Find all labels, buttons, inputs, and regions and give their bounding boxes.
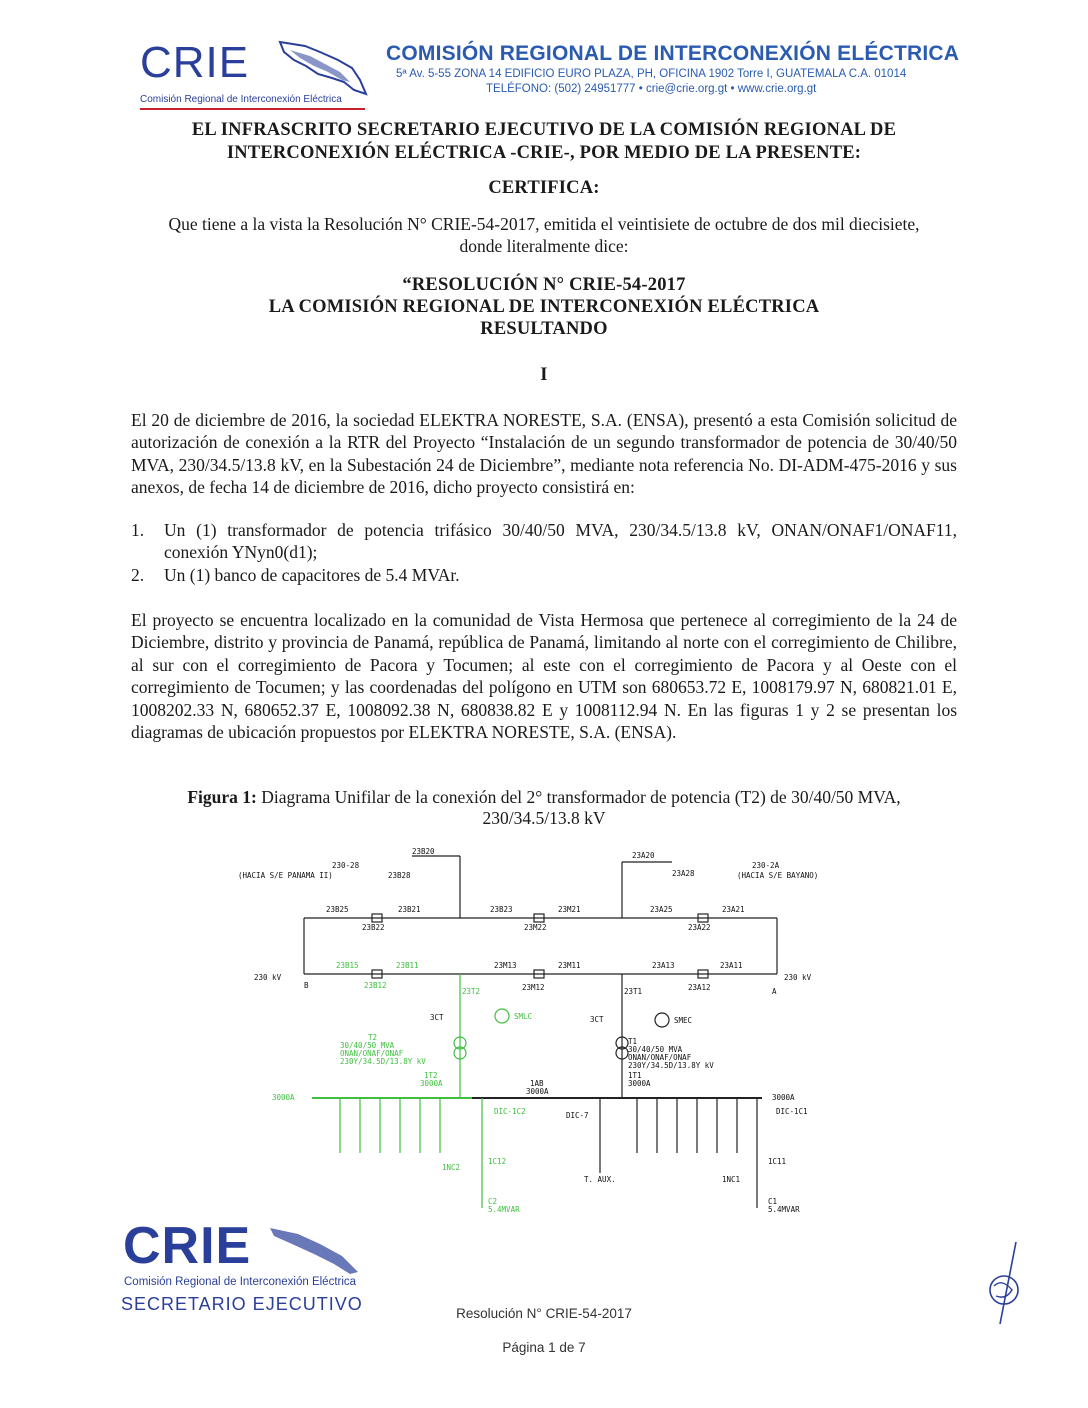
label-23a28: 23A28 (672, 869, 695, 878)
label-1c12: 1C12 (488, 1157, 507, 1166)
label-top-23b23: 23B23 (490, 905, 513, 914)
label-bus-23b11: 23B11 (396, 961, 419, 970)
list-item-text: Un (1) transformador de potencia trifásico 30/40/50 MVA, 230/34.5/13.8 kV, ONAN/ONAF1/ONAF11, conexión YNyn0(d1); (164, 520, 957, 563)
label-bus-23a13: 23A13 (652, 961, 675, 970)
footer-page: Página 1 de 7 (502, 1340, 586, 1355)
label-top-23b22: 23B22 (362, 923, 385, 932)
label-bus-amp-right: 3000A (772, 1093, 795, 1102)
project-list (131, 519, 957, 586)
label-c2-mvar: 5.4MVAR (488, 1205, 520, 1214)
label-smlc: SMLC (514, 1012, 533, 1021)
label-t1-spec2: ONAN/ONAF/ONAF (628, 1053, 692, 1062)
label-line-panama-dest: (HACIA S/E PANAMA II) (238, 871, 333, 880)
intro-line-1: EL INFRASCRITO SECRETARIO EJECUTIVO DE LA COMISIÓN REGIONAL DE (191, 120, 897, 140)
label-bus-23m13: 23M13 (494, 961, 517, 970)
list-item-number: 2. (131, 564, 145, 585)
label-top-23b21: 23B21 (398, 905, 421, 914)
label-tie-1ab: 1AB (530, 1079, 544, 1088)
label-23t1: 23T1 (624, 987, 643, 996)
label-t2-spec1: 30/40/50 MVA (340, 1041, 395, 1050)
label-smec: SMEC (674, 1016, 693, 1025)
resultando-heading: RESULTANDO (480, 319, 608, 339)
label-dic-1c1: DIC-1C1 (776, 1107, 808, 1116)
label-1t1: 1T1 (628, 1071, 642, 1080)
paragraph-2-text: El proyecto se encuentra localizado en la comunidad de Vista Hermosa que pertenece al corregimiento de la 24 de Diciembre, distrito y provincia de Panamá, república de Panamá, limitando al norte con el corregimiento de Chilibre, al sur con el corregimiento de Pacora y Tocumen; al este con el corregimiento de Pacora y al Oeste con el corregimiento de Tocumen; y las coordenadas del polígono en UTM son 680653.72 E, 1008179.97 N, 680821.01 E, 1008202.33 N, 680652.37 E, 1008092.38 N, 680838.82 E y 1008112.94 N. En las figuras 1 y 2 se presentan los diagramas de ubicación propuestos por ELEKTRA NORESTE, S.A. (ENSA). (131, 610, 957, 743)
label-top-23a22: 23A22 (688, 923, 711, 932)
label-bus-23b15: 23B15 (336, 961, 359, 970)
logo-underline (140, 108, 365, 110)
label-top-23m21: 23M21 (558, 905, 581, 914)
stamp-logo-text: CRIE (123, 1217, 252, 1275)
label-top-23b25: 23B25 (326, 905, 349, 914)
list-item-text: Un (1) banco de capacitores de 5.4 MVAr. (164, 564, 460, 585)
label-bus-23a11: 23A11 (720, 961, 743, 970)
org-name: COMISIÓN REGIONAL DE INTERCONEXIÓN ELÉCTRICA (386, 42, 960, 65)
label-3ct-t2: 3CT (430, 1013, 444, 1022)
label-3ct-t1: 3CT (590, 1015, 604, 1024)
stamp-subtitle: Comisión Regional de Interconexión Eléctrica (124, 1276, 357, 1288)
resolution-commission: LA COMISIÓN REGIONAL DE INTERCONEXIÓN ELÉCTRICA (268, 297, 820, 317)
label-top-23m22: 23M22 (524, 923, 547, 932)
label-bus-230-right: 230 kV (784, 973, 812, 982)
logo-subtitle: Comisión Regional de Interconexión Eléctrica (140, 94, 342, 105)
label-t-aux: T. AUX. (584, 1175, 616, 1184)
label-top-23a21: 23A21 (722, 905, 745, 914)
figure-caption (0, 787, 1088, 808)
section-number: I (540, 365, 548, 385)
label-dic-1c2: DIC-1C2 (494, 1107, 526, 1116)
label-23a20: 23A20 (632, 851, 655, 860)
label-23t2: 23T2 (462, 987, 481, 996)
label-top-23a25: 23A25 (650, 905, 673, 914)
label-t1-spec3: 230Y/34.5D/13.8Y kV (628, 1061, 714, 1070)
label-1nc2: 1NC2 (442, 1163, 461, 1172)
label-bus-a: A (772, 987, 777, 996)
intro-line-2: INTERCONEXIÓN ELÉCTRICA -CRIE-, POR MEDIO DE LA PRESENTE: (226, 143, 862, 163)
resolution-title: “RESOLUCIÓN N° CRIE-54-2017 (402, 275, 686, 295)
label-c1: C1 (768, 1197, 778, 1206)
label-bus-amp-left: 3000A (272, 1093, 295, 1102)
list-item-number: 1. (131, 520, 145, 540)
stamp-title: SECRETARIO EJECUTIVO (121, 1294, 363, 1314)
label-1t2-amp: 3000A (420, 1079, 443, 1088)
label-line-bayano: 230-2A (752, 861, 780, 870)
figure-caption-text: Diagrama Unifilar de la conexión del 2° transformador de potencia (T2) de 30/40/50 MVA, (256, 787, 901, 807)
label-23b28: 23B28 (388, 871, 411, 880)
label-dic-7: DIC-7 (566, 1111, 589, 1120)
label-t2-spec3: 230Y/34.5D/13.8Y kV (340, 1057, 426, 1066)
single-line-diagram (232, 848, 852, 1220)
cert-line-2: donde literalmente dice: (459, 236, 629, 256)
label-bus-230-left: 230 kV (254, 973, 282, 982)
list-item (131, 519, 957, 564)
label-c1-mvar: 5.4MVAR (768, 1205, 800, 1214)
label-line-panama: 230-28 (332, 861, 360, 870)
footer-resolution: Resolución N° CRIE-54-2017 (456, 1306, 632, 1321)
paragraph-1-text: El 20 de diciembre de 2016, la sociedad ELEKTRA NORESTE, S.A. (ENSA), presentó a esta Comisión solicitud de autorización de conexión a la RTR del Proyecto “Instalación de un segundo transformador de potencia de 30/40/50 MVA, 230/34.5/13.8 kV, en la Subestación 24 de Diciembre”, mediante nota referencia No. DI-ADM-475-2016 y sus anexos, de fecha 14 de diciembre de 2016, dicho proyecto consistirá en: (131, 410, 957, 498)
org-address: 5ª Av. 5-55 ZONA 14 EDIFICIO EURO PLAZA, PH, OFICINA 1902 Torre I, GUATEMALA C.A. 01014 (396, 68, 907, 80)
label-t2-spec2: ONAN/ONAF/ONAF (340, 1049, 404, 1058)
org-contact: TELÉFONO: (502) 24951777 • crie@crie.org.gt • www.crie.org.gt (486, 83, 817, 95)
label-bus-23b12: 23B12 (364, 981, 387, 990)
label-1t1-amp: 3000A (628, 1079, 651, 1088)
label-bus-23m12: 23M12 (522, 983, 545, 992)
label-t2: T2 (368, 1033, 378, 1042)
label-1nc1: 1NC1 (722, 1175, 741, 1184)
label-1t2: 1T2 (424, 1071, 438, 1080)
label-t1: T1 (628, 1037, 638, 1046)
cert-line-1: Que tiene a la vista la Resolución N° CRIE-54-2017, emitida el veintisiete de octubre de dos mil diecisiete, (168, 214, 920, 234)
label-1c11: 1C11 (768, 1157, 787, 1166)
label-bus-23a12: 23A12 (688, 983, 711, 992)
label-bus-23m11: 23M11 (558, 961, 581, 970)
label-line-bayano-dest: (HACIA S/E BAYANO) (737, 871, 819, 880)
paragraph-2 (131, 609, 957, 743)
label-bus-b: B (304, 981, 309, 990)
label-tie-amp: 3000A (526, 1087, 549, 1096)
figure-caption-line-2: 230/34.5/13.8 kV (482, 808, 606, 828)
label-c2: C2 (488, 1197, 498, 1206)
figure-label: Figura 1: (187, 787, 257, 807)
logo-text: CRIE (140, 38, 250, 87)
certifica-heading: CERTIFICA: (488, 178, 600, 198)
list-item (131, 564, 957, 586)
label-t1-spec1: 30/40/50 MVA (628, 1045, 683, 1054)
label-23b20: 23B20 (412, 848, 435, 856)
paragraph-1 (131, 409, 957, 499)
